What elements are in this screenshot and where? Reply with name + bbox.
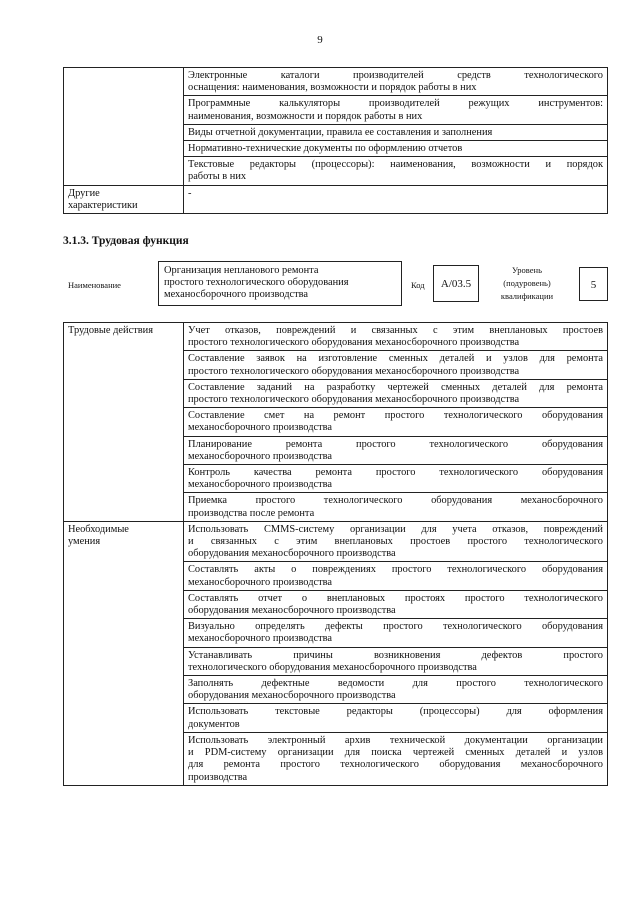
labor-action-line: Составление заявок на изготовление сменных деталей и узлов для ремонта [188,353,603,365]
knowledge-item [184,141,608,157]
other-characteristics-value [184,185,608,213]
required-skill-line: производства [188,771,248,783]
labor-action-line: Контроль качества ремонта простого технологического оборудования [188,467,603,479]
labor-action-line: Планирование ремонта простого технологического оборудования [188,438,603,450]
labor-action [184,379,608,407]
section-heading: 3.1.3. Трудовая функция [63,235,189,247]
required-skill-line: и PDM-систему организации для поиска чертежей сменных деталей и узлов [188,747,603,759]
required-skill-line: Использовать CMMS-систему организации для учета отказов, повреждений [188,523,603,535]
function-name-label: Наименование [68,280,121,290]
labor-action [184,436,608,464]
required-skill-line: Использовать электронный архив технической документации организации [188,734,603,746]
labor-action-line: механосборочного производства [188,422,333,434]
labor-action-line: простого технологического оборудования механосборочного производства [188,394,520,406]
labor-action [184,493,608,521]
required-skill [184,590,608,618]
qualification-level-box: 5 [579,267,608,301]
required-skill [184,732,608,785]
function-code-box: А/03.5 [433,265,479,302]
required-skill-line: Визуально определять дефекты простого технологического оборудования [188,621,603,633]
required-skill [184,562,608,590]
knowledge-item-line: Виды отчетной документации, правила ее составления и заполнения [188,126,493,138]
required-skills-label-line: Необходимые [68,523,129,535]
qualification-level-label [483,264,571,303]
required-skill-line: Составлять отчет о внеплановых простоях простого технологического [188,592,603,604]
table-row [64,185,608,213]
knowledge-item [184,157,608,185]
required-skill [184,704,608,732]
level-label-line: квалификации [500,291,554,301]
labor-action [184,465,608,493]
labor-action-line: простого технологического оборудования механосборочного производства [188,337,520,349]
required-skill-line: документов [188,718,240,730]
other-label-line: Другие [68,187,100,199]
required-skill [184,619,608,647]
required-skills-label-line: умения [68,536,101,548]
required-skill [184,647,608,675]
labor-actions-label-line: Трудовые действия [68,325,153,336]
labor-action [184,351,608,379]
labor-action-line: Составление смет на ремонт простого технологического оборудования [188,410,603,422]
required-skill-line: и связанных с этим внеплановых простоев простого технологического [188,536,603,548]
table-row [64,521,608,562]
labor-action [184,323,608,351]
required-skill-line: для ремонта простого технологического оборудования механосборочного [188,759,603,771]
knowledge-item [184,96,608,124]
other-characteristics-label [64,185,184,213]
required-skill-line: Устанавливать причины возникновения дефектов простого [188,649,603,661]
page-number: 9 [317,34,323,46]
required-skill-line: механосборочного производства [188,633,333,645]
function-name-line: механосборочного производства [164,289,309,301]
knowledge-item-line: Программные калькуляторы производителей режущих инструментов: [188,98,603,110]
knowledge-item-line: Электронные каталоги производителей средств технологического [188,70,603,81]
knowledge-item [184,68,608,96]
labor-function-table [63,322,608,786]
labor-action-line: механосборочного производства [188,479,333,491]
knowledge-item [184,124,608,140]
required-skills-label [64,521,184,785]
other-label-line: характеристики [68,199,138,211]
other-value: - [188,187,192,199]
function-name-line: Организация непланового ремонта [164,265,319,276]
table-row [64,323,608,351]
labor-actions-label [64,323,184,522]
level-label-line: (подуровень) [503,278,551,288]
knowledge-item-line: Нормативно-технические документы по оформлению отчетов [188,143,463,155]
knowledge-item-line: работы в них [188,171,247,183]
required-skill-line: Заполнять дефектные ведомости для простого технологического [188,678,603,690]
required-skill-line: технологического оборудования механосборочного производства [188,661,477,673]
knowledge-item-line: оснащения: наименования, возможности и порядок работы в них [188,82,477,94]
labor-action-line: простого технологического оборудования механосборочного производства [188,365,520,377]
labor-action-line: Учет отказов, повреждений и связанных с этим внеплановых простоев [188,325,603,336]
labor-action [184,408,608,436]
knowledge-table [63,67,608,214]
function-name-line: простого технологического оборудования [164,277,349,289]
required-skill-line: Составлять акты о повреждениях простого технологического оборудования [188,564,603,576]
required-skill-line: Использовать текстовые редакторы (процессоры) для оформления [188,706,603,718]
labor-action-line: механосборочного производства [188,450,333,462]
labor-action-line: Приемка простого технологического оборудования механосборочного [188,495,603,507]
labor-action-line: производства после ремонта [188,507,315,519]
labor-action-line: Составление заданий на разработку чертежей сменных деталей для ремонта [188,381,603,393]
required-skill-line: механосборочного производства [188,576,333,588]
function-code-label: Код [411,280,425,290]
knowledge-item-line: Текстовые редакторы (процессоры): наименования, возможности и порядок [188,159,603,171]
knowledge-item-line: наименования, возможности и порядок работы в них [188,110,423,122]
function-name-box [158,261,402,306]
required-skill-line: оборудования механосборочного производства [188,548,396,560]
required-skill-line: оборудования механосборочного производства [188,605,396,617]
required-skill [184,676,608,704]
required-skill-line: оборудования механосборочного производства [188,690,396,702]
required-skill [184,521,608,562]
level-label-line: Уровень [512,265,542,275]
knowledge-label-cell [64,68,184,186]
table-row [64,68,608,96]
